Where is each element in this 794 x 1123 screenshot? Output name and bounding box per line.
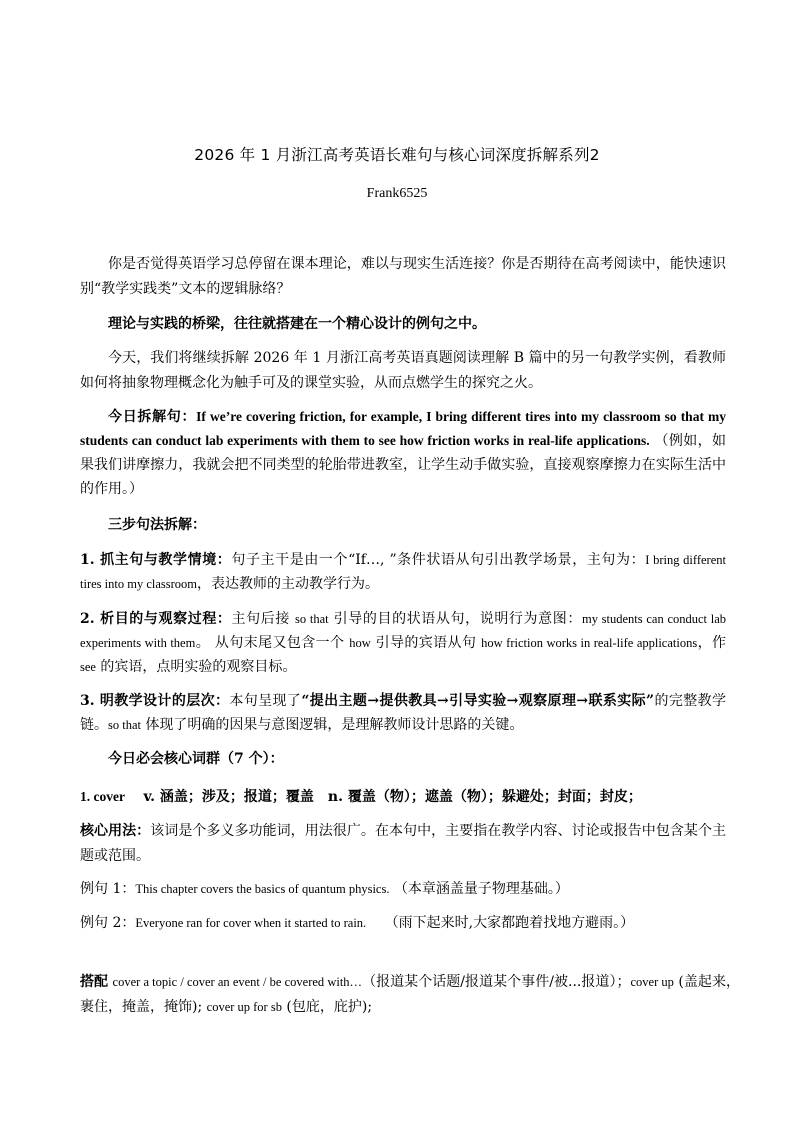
step-1-text: 句子主干是由一个“If…, ”条件状语从句引出教学场景，主句为： — [231, 552, 646, 568]
step-1-label: 1. 抓主句与教学情境： — [80, 552, 232, 568]
target-sentence-translation: （例如，如果我们讲摩擦力，我就会把不同类型的轮胎带进教室，让学生动手做实验，直接观察摩擦力在实际生活中的作用。） — [80, 433, 727, 497]
example-1-label: 例句 1： — [80, 881, 136, 897]
analysis-step-2 — [80, 607, 726, 679]
example-sentence-1 — [80, 877, 726, 902]
page-title: 2026 年 1 月浙江高考英语长难句与核心词深度拆解系列2 — [194, 146, 600, 164]
collocations — [80, 970, 740, 1020]
word-1-headword: 1. cover — [80, 789, 125, 804]
collocation-english-3: cover up for sb — [206, 1000, 282, 1014]
example-1-english: This chapter covers the basics of quantum physics. — [135, 882, 390, 896]
target-sentence-english: If we’re covering friction, for example, I bring different tires into my classroom so that my students can conduct lab experiments with them to see how friction works in real-life applications. — [80, 409, 726, 448]
step-2-text-b: 引导的目的状语从句，说明行为意图： — [328, 611, 582, 627]
step-2-english-c: how — [349, 636, 371, 650]
step-2-text-e: ，作 — [697, 635, 726, 651]
vocab-heading: 今日必会核心词群（7 个）： — [108, 751, 284, 767]
step-2-text-a: 主句后接 — [231, 611, 296, 627]
step-3-text-c: 体现了明确的因果与意图逻辑，是理解教师设计思路的关键。 — [140, 717, 524, 733]
example-2-label: 例句 2： — [80, 915, 136, 931]
step-2-english-a: so that — [295, 612, 329, 626]
analysis-step-3 — [80, 689, 726, 737]
step-1-text-end: ，表达教师的主动教学行为。 — [197, 576, 379, 592]
step-2-english-b: my students can conduct lab experiments with them — [80, 612, 727, 650]
collocation-label: 搭配 — [80, 974, 109, 990]
word-1-definition: v. 涵盖；涉及；报道；覆盖 n. 覆盖（物）；遮盖（物）；躲避处；封面；封皮； — [143, 789, 642, 805]
step-2-english-d: how friction works in real-life applications — [481, 636, 698, 650]
step-2-text-c: 。 从句末尾又包含一个 — [195, 635, 350, 651]
step-3-text-b: 的完整教学链。 — [80, 693, 727, 733]
intro-paragraph-1: 你是否觉得英语学习总停留在课本理论，难以与现实生活连接？你是否期待在高考阅读中，能快速识别“教学实践类”文本的逻辑脉络？ — [80, 256, 726, 297]
step-2-english-e: see — [80, 660, 96, 674]
step-3-chain: “提出主题→提供教具→引导实验→观察原理→联系实际” — [301, 693, 655, 709]
analysis-heading: 三步句法拆解： — [108, 517, 206, 533]
collocation-chinese-2: (盖起来，裹住，掩盖，掩饰); — [80, 974, 740, 1015]
collocation-chinese-1: （报道某个话题/报道某个事件/被...报道）； — [362, 974, 631, 990]
example-sentence-2 — [80, 911, 700, 936]
example-2-chinese: （雨下起来时,大家都跑着找地方避雨。） — [384, 915, 635, 931]
intro-paragraph-2: 理论与实践的桥梁，往往就搭建在一个精心设计的例句之中。 — [108, 316, 486, 332]
step-2-text-f: 的宾语，点明实验的观察目标。 — [95, 659, 297, 675]
core-usage-label: 核心用法： — [80, 823, 151, 839]
example-2-english: Everyone ran for cover when it started to rain. — [135, 916, 367, 930]
core-usage — [80, 819, 726, 869]
example-1-chinese: （本章涵盖量子物理基础。） — [393, 881, 569, 897]
analysis-step-1 — [80, 548, 726, 596]
target-sentence-paragraph — [80, 405, 726, 501]
core-usage-text: 该词是个多义多功能词，用法很广。在本句中，主要指在教学内容、讨论或报告中包含某个主题或范围。 — [80, 823, 727, 864]
collocation-english-2: cover up — [630, 975, 674, 989]
author-name: Frank6525 — [366, 186, 428, 201]
collocation-english-1: cover a topic / cover an event / be covered with… — [112, 975, 363, 989]
step-1-english: I bring different tires into my classroom — [80, 553, 726, 591]
target-sentence-label: 今日拆解句： — [108, 409, 197, 425]
step-2-label: 2. 析目的与观察过程： — [80, 611, 232, 627]
intro-paragraph-3: 今天，我们将继续拆解 2026 年 1 月浙江高考英语真题阅读理解 B 篇中的另一句教学实例，看教师如何将抽象物理概念化为触手可及的课堂实验，从而点燃学生的探究之火。 — [80, 350, 726, 391]
step-3-text-a: 本句呈现了 — [229, 693, 302, 709]
step-3-label: 3. 明教学设计的层次： — [80, 693, 230, 709]
collocation-chinese-3: (包庇，庇护); — [286, 999, 373, 1015]
step-3-english: so that — [108, 718, 141, 732]
step-2-text-d: 引导的宾语从句 — [370, 635, 482, 651]
vocab-word-1 — [80, 784, 750, 810]
